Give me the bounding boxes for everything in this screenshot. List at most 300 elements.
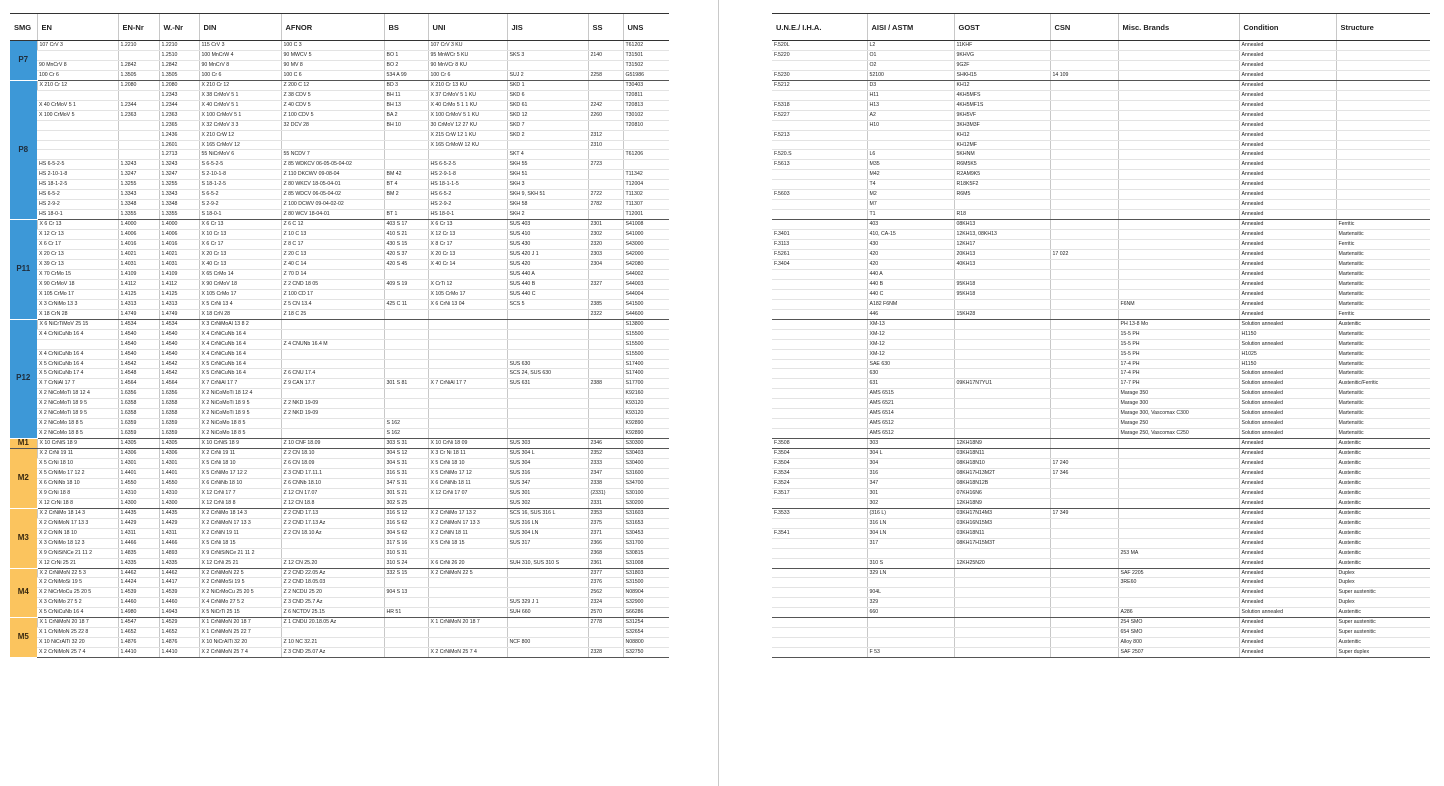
table-cell: Solution annealed (1239, 369, 1336, 379)
table-cell (1050, 419, 1118, 429)
table-cell: 2304 (588, 259, 623, 269)
table-cell: Marage 300, Vascomax C300 (1118, 409, 1239, 419)
table-cell: 534 A 99 (384, 70, 428, 80)
table-cell: 2310 (588, 140, 623, 150)
smg-group-label: M2 (10, 449, 37, 509)
table-cell: 1.3243 (118, 160, 159, 170)
table-cell: 1.2080 (159, 80, 199, 90)
table-row (10, 180, 669, 190)
table-cell: X 2 NiCoMo 18 8 5 (199, 429, 281, 439)
table-cell (1050, 498, 1118, 508)
table-row (10, 170, 669, 180)
table-row (772, 140, 1430, 150)
table-cell: BO 2 (384, 60, 428, 70)
table-row (772, 110, 1430, 120)
table-cell (772, 329, 867, 339)
table-cell: Austenitic (1336, 548, 1430, 558)
table-cell: 17 349 (1050, 508, 1118, 518)
table-cell (954, 648, 1050, 658)
table-cell: 1.4429 (159, 518, 199, 528)
table-cell: Duplex (1336, 578, 1430, 588)
table-cell: X 10 CrNi 18 09 (428, 439, 507, 449)
table-cell (1050, 518, 1118, 528)
col-header-aisi-astm: AISI / ASTM (867, 14, 954, 41)
table-cell: S32654 (623, 628, 669, 638)
table-cell: 2242 (588, 100, 623, 110)
table-cell (507, 329, 588, 339)
table-cell: 1.4540 (118, 349, 159, 359)
table-cell: X 5 CrNiCuNb 16 4 (199, 359, 281, 369)
table-cell: Solution annealed (1239, 409, 1336, 419)
table-cell: T20811 (623, 90, 669, 100)
table-cell: Z 2 NKD 19-09 (281, 409, 384, 419)
col-header-bs: BS (384, 14, 428, 41)
table-cell: Annealed (1239, 309, 1336, 319)
table-row (772, 319, 1430, 329)
table-cell: Z 6 CNNb 18.10 (281, 478, 384, 488)
table-cell: S42000 (623, 250, 669, 260)
table-cell (428, 150, 507, 160)
table-cell: R6M5K5 (954, 160, 1050, 170)
material-equivalence-table-left (10, 13, 669, 658)
table-row (10, 379, 669, 389)
table-cell: X 2 CrNiMoN 25 7 4 (199, 648, 281, 658)
table-cell: 1.6358 (159, 399, 199, 409)
table-cell: 1.4429 (118, 518, 159, 528)
table-cell: SCS 24, SUS 630 (507, 369, 588, 379)
table-cell (772, 170, 867, 180)
table-cell: Solution annealed (1239, 379, 1336, 389)
table-cell (772, 220, 867, 230)
table-cell (428, 578, 507, 588)
table-cell: 1.6359 (159, 429, 199, 439)
table-row (772, 528, 1430, 538)
table-cell: 17 240 (1050, 459, 1118, 469)
table-cell: Annealed (1239, 508, 1336, 518)
table-row (772, 160, 1430, 170)
table-row (772, 190, 1430, 200)
table-cell: 1.4529 (159, 618, 199, 628)
table-cell: X 1 CrNiMoN 20 18 7 (37, 618, 118, 628)
table-cell: S44002 (623, 269, 669, 279)
table-cell: 254 SMO (1118, 618, 1239, 628)
table-cell: F.520L (772, 41, 867, 51)
table-cell: Z 12 CN 25.20 (281, 558, 384, 568)
table-row (772, 220, 1430, 230)
table-row (10, 150, 669, 160)
table-cell: X 6 NiCrTiMoV 25 15 (37, 319, 118, 329)
table-cell: Z 20 C 13 (281, 250, 384, 260)
table-cell: 904L (867, 588, 954, 598)
table-cell (1050, 140, 1118, 150)
table-cell: SUS 304 L (507, 449, 588, 459)
table-cell: SKH 2 (507, 210, 588, 220)
table-cell: X 3 CrNiMoAl 13 8 2 (199, 319, 281, 329)
table-row (772, 200, 1430, 210)
table-cell: X 6 Cr 13 (37, 220, 118, 230)
table-cell (1118, 269, 1239, 279)
table-row (772, 518, 1430, 528)
col-header-condition: Condition (1239, 14, 1336, 41)
table-cell: Marage 250, Vascomax C250 (1118, 429, 1239, 439)
table-cell (384, 389, 428, 399)
table-cell (1336, 60, 1430, 70)
table-cell: Z 4 CNUNb 16.4 M (281, 339, 384, 349)
table-cell: Annealed (1239, 598, 1336, 608)
table-cell: 2352 (588, 449, 623, 459)
table-cell: X 210 Cr 12 (37, 80, 118, 90)
table-row (772, 269, 1430, 279)
table-cell (1050, 578, 1118, 588)
table-cell (1050, 399, 1118, 409)
table-cell: S 18-0-1 (199, 210, 281, 220)
table-cell: 1.4542 (159, 369, 199, 379)
table-cell: 654 SMO (1118, 628, 1239, 638)
table-cell: X 2 CrNiMoN 17 13 3 (37, 518, 118, 528)
table-row (10, 538, 669, 548)
table-cell: 2320 (588, 240, 623, 250)
table-cell (1050, 279, 1118, 289)
table-cell: 15KH28 (954, 309, 1050, 319)
table-cell: AMS 6521 (867, 399, 954, 409)
table-cell: Austenitic (1336, 538, 1430, 548)
table-cell: Ferritic (1336, 220, 1430, 230)
table-cell (772, 369, 867, 379)
table-cell: 1.4006 (118, 230, 159, 240)
table-cell: KH12 (954, 80, 1050, 90)
table-cell (384, 160, 428, 170)
table-cell: 1.4534 (159, 319, 199, 329)
table-cell (867, 638, 954, 648)
table-cell: X 12 Cr 13 (37, 230, 118, 240)
table-cell: BT 1 (384, 210, 428, 220)
table-cell: Annealed (1239, 80, 1336, 90)
table-cell: X 10 CrNiS 18 9 (37, 439, 118, 449)
table-row (772, 429, 1430, 439)
table-cell: S17400 (623, 359, 669, 369)
table-cell: H11 (867, 90, 954, 100)
table-cell: X 20 Cr 13 (428, 250, 507, 260)
table-cell: X 6 CrNi 13 04 (428, 299, 507, 309)
smg-group-label: M4 (10, 568, 37, 618)
table-cell: Annealed (1239, 538, 1336, 548)
table-cell: KH12MF (954, 140, 1050, 150)
table-cell: F.3541 (772, 528, 867, 538)
table-cell: 17 346 (1050, 468, 1118, 478)
table-cell: T31502 (623, 60, 669, 70)
table-cell: 1.4401 (159, 468, 199, 478)
table-cell (384, 269, 428, 279)
table-cell (1050, 309, 1118, 319)
table-cell: 316 S 31 (384, 468, 428, 478)
table-cell: 2301 (588, 220, 623, 230)
table-cell: X 12 CrNi 17 7 (199, 488, 281, 498)
table-cell: PH 13-8 Mo (1118, 319, 1239, 329)
table-cell (772, 90, 867, 100)
table-cell (1050, 478, 1118, 488)
table-cell: X 6 Cr 13 (428, 220, 507, 230)
table-row (772, 80, 1430, 90)
table-cell: T30403 (623, 80, 669, 90)
table-cell: SKD 1 (507, 80, 588, 90)
left-table-body (10, 41, 669, 658)
table-cell (954, 588, 1050, 598)
table-row (10, 648, 669, 658)
table-cell: S42080 (623, 259, 669, 269)
table-cell: Martensitic (1336, 250, 1430, 260)
table-cell (954, 269, 1050, 279)
table-cell: Z 2 NCDU 25 20 (281, 588, 384, 598)
table-cell: Marage 300 (1118, 399, 1239, 409)
table-cell (1336, 170, 1430, 180)
table-cell: H10 (867, 120, 954, 130)
table-cell (1336, 140, 1430, 150)
table-cell: F.3517 (772, 488, 867, 498)
table-cell: Annealed (1239, 618, 1336, 628)
table-cell: X 12 CrNi 17 07 (428, 488, 507, 498)
table-cell (772, 60, 867, 70)
table-cell (118, 90, 159, 100)
table-cell: 90 MnCrV 8 (199, 60, 281, 70)
table-cell: Austenitic (1336, 608, 1430, 618)
table-cell (384, 41, 428, 51)
table-cell (384, 289, 428, 299)
table-cell: 1.4310 (159, 488, 199, 498)
table-cell: X 165 CrMoW 12 KU (428, 140, 507, 150)
table-cell (428, 349, 507, 359)
table-cell: 1.2343 (159, 90, 199, 100)
table-cell (1336, 200, 1430, 210)
table-cell (954, 568, 1050, 578)
table-cell (1118, 488, 1239, 498)
col-header-csn: CSN (1050, 14, 1118, 41)
table-cell (428, 548, 507, 558)
table-cell: 1.2344 (118, 100, 159, 110)
table-row (10, 240, 669, 250)
table-cell: Z 85 WDCV 06-05-04-02 (281, 190, 384, 200)
table-cell (954, 319, 1050, 329)
table-cell: 304 S 12 (384, 449, 428, 459)
table-cell: X 215 CrW 12 1 KU (428, 130, 507, 140)
table-row (10, 459, 669, 469)
table-cell (1118, 41, 1239, 51)
table-cell (1336, 90, 1430, 100)
table-cell (428, 269, 507, 279)
table-cell: 2385 (588, 299, 623, 309)
table-cell: X 2 CrNiMoN 25 7 4 (37, 648, 118, 658)
table-cell (428, 319, 507, 329)
table-row (10, 299, 669, 309)
table-cell (772, 180, 867, 190)
table-cell: T4 (867, 180, 954, 190)
table-cell: Z 10 CNF 18.09 (281, 439, 384, 449)
table-cell: 1.4021 (159, 250, 199, 260)
table-row (10, 369, 669, 379)
table-cell: 11KHF (954, 41, 1050, 51)
table-row (10, 638, 669, 648)
table-cell: K92890 (623, 419, 669, 429)
table-cell: Ferritic (1336, 240, 1430, 250)
table-cell (507, 419, 588, 429)
table-cell (954, 638, 1050, 648)
table-cell: M7 (867, 200, 954, 210)
table-cell: 2375 (588, 518, 623, 528)
table-cell: 95KH18 (954, 289, 1050, 299)
smg-group-label: P11 (10, 220, 37, 320)
table-cell: X 105 CrMo 17 (37, 289, 118, 299)
table-cell (1050, 608, 1118, 618)
table-row (10, 548, 669, 558)
table-cell: 316 (867, 468, 954, 478)
table-cell: SUS 302 (507, 498, 588, 508)
table-cell: 1.4466 (118, 538, 159, 548)
table-row (772, 120, 1430, 130)
table-cell: SAF 2205 (1118, 568, 1239, 578)
table-cell (1118, 220, 1239, 230)
table-cell (772, 409, 867, 419)
table-cell: X 6 Cr 13 (199, 220, 281, 230)
table-cell: X 20 Cr 13 (199, 250, 281, 260)
table-cell: 107 CrV 3 (37, 41, 118, 51)
table-cell: X 7 CrNiAl 17 7 (37, 379, 118, 389)
table-cell: O1 (867, 50, 954, 60)
table-cell: 1.4550 (159, 478, 199, 488)
table-cell: S30815 (623, 548, 669, 558)
table-cell (281, 548, 384, 558)
table-cell: 1.4112 (118, 279, 159, 289)
table-cell: 1.4749 (118, 309, 159, 319)
table-cell: N08904 (623, 588, 669, 598)
table-cell: X 100 CrMoV 5 1 (199, 110, 281, 120)
table-cell: SUH 660 (507, 608, 588, 618)
table-cell: (316 L) (867, 508, 954, 518)
table-cell (384, 409, 428, 419)
table-cell (1336, 41, 1430, 51)
table-cell: Martensitic (1336, 279, 1430, 289)
table-cell: R18 (954, 210, 1050, 220)
table-cell: 1.3243 (159, 160, 199, 170)
table-cell: Annealed (1239, 60, 1336, 70)
table-row (772, 60, 1430, 70)
table-cell (507, 628, 588, 638)
table-cell: 1.4311 (118, 528, 159, 538)
table-cell (1118, 459, 1239, 469)
table-cell: X 90 CrMoV 18 (37, 279, 118, 289)
table-cell: SUS 410 (507, 230, 588, 240)
table-cell: 03KH16N15M3 (954, 518, 1050, 528)
table-cell: T11307 (623, 200, 669, 210)
table-cell: HS 2-9-2 (428, 200, 507, 210)
table-cell: X 6 CrNiNb 18 11 (428, 478, 507, 488)
table-cell: Z 12 CN 17.07 (281, 488, 384, 498)
table-cell: X 2 NiCoMoTi 18 9 5 (37, 409, 118, 419)
table-cell: X 2 CrNiMoN 22 5 (199, 568, 281, 578)
table-cell: Martensitic (1336, 369, 1430, 379)
table-cell: Z 10 NC 32.21 (281, 638, 384, 648)
table-cell (772, 429, 867, 439)
table-cell: Austenitic (1336, 449, 1430, 459)
table-cell: X 3 Cr Ni 18 11 (428, 449, 507, 459)
table-cell: SKD 2 (507, 130, 588, 140)
table-cell: Z 100 CDV 5 (281, 110, 384, 120)
table-cell: Duplex (1336, 598, 1430, 608)
table-cell: 2388 (588, 379, 623, 389)
table-cell (37, 50, 118, 60)
table-cell: Annealed (1239, 150, 1336, 160)
table-cell: SKH 51 (507, 170, 588, 180)
table-cell: 100 MnCrW 4 (199, 50, 281, 60)
table-cell (954, 419, 1050, 429)
table-cell (1050, 369, 1118, 379)
table-cell: Annealed (1239, 638, 1336, 648)
table-cell: 08KH17H15M3T (954, 538, 1050, 548)
table-cell: AMS 6512 (867, 419, 954, 429)
table-cell: K92160 (623, 389, 669, 399)
table-cell: 1.4306 (159, 449, 199, 459)
table-cell: F.5220 (772, 50, 867, 60)
table-cell: Z 2 CND 17.13 (281, 508, 384, 518)
table-cell: H1150 (1239, 359, 1336, 369)
table-cell: O2 (867, 60, 954, 70)
table-row (10, 558, 669, 568)
table-cell: 1.4462 (159, 568, 199, 578)
table-cell: XM-12 (867, 339, 954, 349)
table-cell: 420 S 37 (384, 250, 428, 260)
table-cell (281, 538, 384, 548)
table-cell: BA 2 (384, 110, 428, 120)
table-cell (1118, 498, 1239, 508)
table-cell (1050, 190, 1118, 200)
table-cell (1118, 70, 1239, 80)
table-cell: 2377 (588, 568, 623, 578)
table-cell: K93120 (623, 399, 669, 409)
table-cell (772, 140, 867, 150)
table-cell: X 2 CrNiMoSi 19 5 (199, 578, 281, 588)
table-cell: SUS 304 (507, 459, 588, 469)
table-row (772, 180, 1430, 190)
table-cell (588, 210, 623, 220)
table-cell: SUS 303 (507, 439, 588, 449)
table-cell (1050, 259, 1118, 269)
table-cell (954, 429, 1050, 439)
table-row (772, 170, 1430, 180)
table-cell: 1.4335 (118, 558, 159, 568)
table-cell: 1.4564 (118, 379, 159, 389)
table-cell: 2140 (588, 50, 623, 60)
table-cell: 332 S 15 (384, 568, 428, 578)
table-cell (281, 130, 384, 140)
col-header-gost: GOST (954, 14, 1050, 41)
table-cell: Annealed (1239, 279, 1336, 289)
table-cell: X 2 CrNiMoN 22 5 (428, 568, 507, 578)
table-cell: X 7 CrNiAl 17 7 (199, 379, 281, 389)
table-row (772, 568, 1430, 578)
table-cell: Annealed (1239, 439, 1336, 449)
table-cell (281, 419, 384, 429)
table-cell: Annealed (1239, 628, 1336, 638)
table-cell (384, 319, 428, 329)
table-row (10, 41, 669, 51)
table-row (772, 508, 1430, 518)
table-cell: T12004 (623, 180, 669, 190)
table-cell (37, 150, 118, 160)
table-cell: Marage 250 (1118, 419, 1239, 429)
table-cell: Annealed (1239, 190, 1336, 200)
table-cell (588, 289, 623, 299)
table-cell: 1.3247 (159, 170, 199, 180)
table-cell: HS 18-1-1-5 (428, 180, 507, 190)
table-cell: 1.4540 (118, 339, 159, 349)
